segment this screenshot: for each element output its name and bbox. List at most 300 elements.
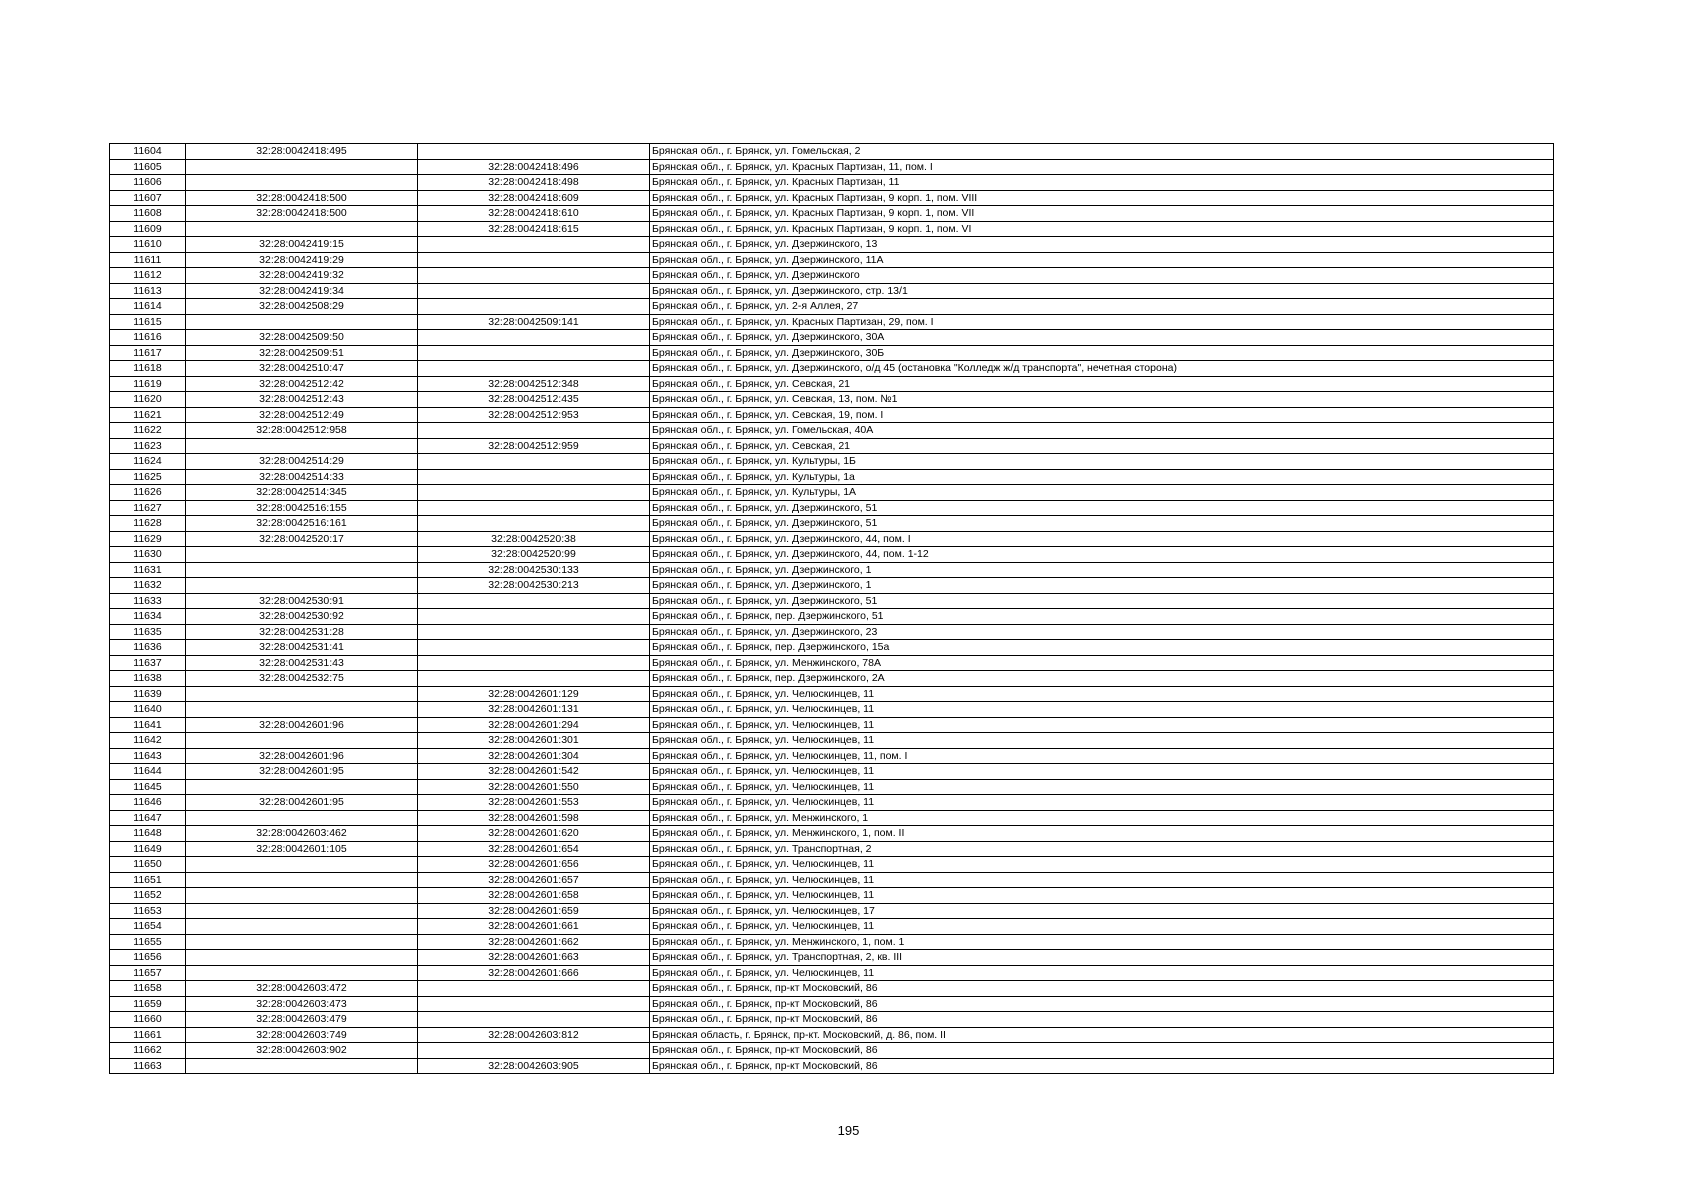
building-cadastral-number-cell: 32:28:0042601:550	[418, 779, 650, 795]
table-row	[110, 841, 1554, 857]
land-cadastral-number-cell: 32:28:0042603:479	[186, 1012, 418, 1028]
address-cell: Брянская обл., г. Брянск, ул. Менжинского, 78А	[650, 655, 1554, 671]
land-cadastral-number-cell: 32:28:0042418:500	[186, 206, 418, 222]
table-row	[110, 283, 1554, 299]
land-cadastral-number-cell	[186, 733, 418, 749]
table-row	[110, 655, 1554, 671]
table-row	[110, 702, 1554, 718]
building-cadastral-number-cell: 32:28:0042418:496	[418, 159, 650, 175]
land-cadastral-number-cell	[186, 950, 418, 966]
row-number-cell: 11660	[110, 1012, 186, 1028]
land-cadastral-number-cell	[186, 903, 418, 919]
page-number: 195	[837, 1123, 860, 1138]
land-cadastral-number-cell: 32:28:0042601:96	[186, 717, 418, 733]
address-cell: Брянская обл., г. Брянск, ул. Транспортная, 2	[650, 841, 1554, 857]
row-number-cell: 11634	[110, 609, 186, 625]
land-cadastral-number-cell: 32:28:0042516:155	[186, 500, 418, 516]
building-cadastral-number-cell: 32:28:0042418:609	[418, 190, 650, 206]
table-row	[110, 795, 1554, 811]
building-cadastral-number-cell: 32:28:0042418:610	[418, 206, 650, 222]
table-row	[110, 578, 1554, 594]
address-cell: Брянская обл., г. Брянск, ул. Челюскинцев, 11	[650, 795, 1554, 811]
table-row	[110, 981, 1554, 997]
table-row	[110, 299, 1554, 315]
row-number-cell: 11610	[110, 237, 186, 253]
row-number-cell: 11655	[110, 934, 186, 950]
land-cadastral-number-cell	[186, 810, 418, 826]
row-number-cell: 11659	[110, 996, 186, 1012]
table-row	[110, 237, 1554, 253]
building-cadastral-number-cell	[418, 1043, 650, 1059]
address-cell: Брянская обл., г. Брянск, ул. Челюскинцев, 11	[650, 733, 1554, 749]
address-cell: Брянская обл., г. Брянск, пер. Дзержинского, 2А	[650, 671, 1554, 687]
address-cell: Брянская обл., г. Брянск, ул. Дзержинского, 51	[650, 593, 1554, 609]
table-row	[110, 671, 1554, 687]
row-number-cell: 11630	[110, 547, 186, 563]
address-cell: Брянская обл., г. Брянск, ул. Дзержинского, 51	[650, 516, 1554, 532]
address-cell: Брянская обл., г. Брянск, ул. Челюскинцев, 11	[650, 857, 1554, 873]
table-row	[110, 996, 1554, 1012]
land-cadastral-number-cell: 32:28:0042510:47	[186, 361, 418, 377]
address-cell: Брянская обл., г. Брянск, ул. Красных Партизан, 11	[650, 175, 1554, 191]
table-row	[110, 857, 1554, 873]
row-number-cell: 11642	[110, 733, 186, 749]
land-cadastral-number-cell	[186, 438, 418, 454]
land-cadastral-number-cell	[186, 562, 418, 578]
table-row	[110, 190, 1554, 206]
building-cadastral-number-cell: 32:28:0042512:953	[418, 407, 650, 423]
building-cadastral-number-cell: 32:28:0042601:304	[418, 748, 650, 764]
building-cadastral-number-cell: 32:28:0042520:38	[418, 531, 650, 547]
building-cadastral-number-cell: 32:28:0042601:659	[418, 903, 650, 919]
land-cadastral-number-cell: 32:28:0042516:161	[186, 516, 418, 532]
building-cadastral-number-cell	[418, 981, 650, 997]
land-cadastral-number-cell: 32:28:0042512:42	[186, 376, 418, 392]
address-cell: Брянская обл., г. Брянск, ул. Дзержинского, о/д 45 (остановка "Колледж ж/д транспорта", нечетная сторона)	[650, 361, 1554, 377]
table-row	[110, 888, 1554, 904]
row-number-cell: 11606	[110, 175, 186, 191]
building-cadastral-number-cell: 32:28:0042601:301	[418, 733, 650, 749]
row-number-cell: 11654	[110, 919, 186, 935]
table-row	[110, 872, 1554, 888]
row-number-cell: 11632	[110, 578, 186, 594]
building-cadastral-number-cell	[418, 345, 650, 361]
land-cadastral-number-cell: 32:28:0042419:29	[186, 252, 418, 268]
row-number-cell: 11637	[110, 655, 186, 671]
address-cell: Брянская обл., г. Брянск, ул. Челюскинцев, 11, пом. I	[650, 748, 1554, 764]
address-cell: Брянская обл., г. Брянск, ул. Севская, 13, пом. №1	[650, 392, 1554, 408]
row-number-cell: 11631	[110, 562, 186, 578]
table-row	[110, 330, 1554, 346]
table-row	[110, 361, 1554, 377]
building-cadastral-number-cell: 32:28:0042601:658	[418, 888, 650, 904]
row-number-cell: 11653	[110, 903, 186, 919]
land-cadastral-number-cell	[186, 578, 418, 594]
table-row	[110, 407, 1554, 423]
table-row	[110, 779, 1554, 795]
row-number-cell: 11643	[110, 748, 186, 764]
row-number-cell: 11639	[110, 686, 186, 702]
building-cadastral-number-cell	[418, 252, 650, 268]
row-number-cell: 11623	[110, 438, 186, 454]
address-cell: Брянская обл., г. Брянск, ул. Дзержинского, 51	[650, 500, 1554, 516]
row-number-cell: 11605	[110, 159, 186, 175]
land-cadastral-number-cell: 32:28:0042512:958	[186, 423, 418, 439]
land-cadastral-number-cell: 32:28:0042514:345	[186, 485, 418, 501]
land-cadastral-number-cell: 32:28:0042509:50	[186, 330, 418, 346]
table-row	[110, 764, 1554, 780]
land-cadastral-number-cell: 32:28:0042531:43	[186, 655, 418, 671]
land-cadastral-number-cell	[186, 547, 418, 563]
address-cell: Брянская обл., г. Брянск, ул. Челюскинцев, 11	[650, 888, 1554, 904]
land-cadastral-number-cell: 32:28:0042601:105	[186, 841, 418, 857]
table-row	[110, 144, 1554, 160]
building-cadastral-number-cell	[418, 283, 650, 299]
row-number-cell: 11614	[110, 299, 186, 315]
building-cadastral-number-cell: 32:28:0042512:435	[418, 392, 650, 408]
row-number-cell: 11633	[110, 593, 186, 609]
table-row	[110, 934, 1554, 950]
building-cadastral-number-cell: 32:28:0042601:294	[418, 717, 650, 733]
table-row	[110, 376, 1554, 392]
row-number-cell: 11661	[110, 1027, 186, 1043]
building-cadastral-number-cell: 32:28:0042603:812	[418, 1027, 650, 1043]
land-cadastral-number-cell	[186, 686, 418, 702]
land-cadastral-number-cell: 32:28:0042530:92	[186, 609, 418, 625]
land-cadastral-number-cell: 32:28:0042418:500	[186, 190, 418, 206]
building-cadastral-number-cell: 32:28:0042601:662	[418, 934, 650, 950]
row-number-cell: 11652	[110, 888, 186, 904]
row-number-cell: 11627	[110, 500, 186, 516]
address-cell: Брянская обл., г. Брянск, ул. Культуры, 1а	[650, 469, 1554, 485]
address-cell: Брянская обл., г. Брянск, ул. Культуры, 1А	[650, 485, 1554, 501]
row-number-cell: 11626	[110, 485, 186, 501]
land-cadastral-number-cell: 32:28:0042601:96	[186, 748, 418, 764]
row-number-cell: 11651	[110, 872, 186, 888]
land-cadastral-number-cell: 32:28:0042512:49	[186, 407, 418, 423]
table-row	[110, 221, 1554, 237]
address-cell: Брянская обл., г. Брянск, ул. Дзержинского, 44, пом. I	[650, 531, 1554, 547]
land-cadastral-number-cell	[186, 702, 418, 718]
land-cadastral-number-cell: 32:28:0042603:749	[186, 1027, 418, 1043]
address-cell: Брянская обл., г. Брянск, ул. Менжинского, 1, пом. 1	[650, 934, 1554, 950]
land-cadastral-number-cell: 32:28:0042512:43	[186, 392, 418, 408]
land-cadastral-number-cell: 32:28:0042520:17	[186, 531, 418, 547]
address-cell: Брянская обл., г. Брянск, пр-кт Московский, 86	[650, 996, 1554, 1012]
address-cell: Брянская обл., г. Брянск, ул. Дзержинского, 11А	[650, 252, 1554, 268]
row-number-cell: 11648	[110, 826, 186, 842]
building-cadastral-number-cell: 32:28:0042601:131	[418, 702, 650, 718]
row-number-cell: 11641	[110, 717, 186, 733]
address-cell: Брянская обл., г. Брянск, ул. Красных Партизан, 29, пом. I	[650, 314, 1554, 330]
address-cell: Брянская обл., г. Брянск, ул. Дзержинского, 30Б	[650, 345, 1554, 361]
building-cadastral-number-cell	[418, 1012, 650, 1028]
table-row	[110, 593, 1554, 609]
row-number-cell: 11607	[110, 190, 186, 206]
building-cadastral-number-cell	[418, 996, 650, 1012]
row-number-cell: 11629	[110, 531, 186, 547]
table-row	[110, 609, 1554, 625]
address-cell: Брянская обл., г. Брянск, ул. Красных Партизан, 9 корп. 1, пом. VIII	[650, 190, 1554, 206]
address-cell: Брянская обл., г. Брянск, ул. Красных Партизан, 9 корп. 1, пом. VII	[650, 206, 1554, 222]
table-row	[110, 454, 1554, 470]
address-cell: Брянская обл., г. Брянск, ул. Челюскинцев, 17	[650, 903, 1554, 919]
address-cell: Брянская обл., г. Брянск, ул. Челюскинцев, 11	[650, 872, 1554, 888]
building-cadastral-number-cell	[418, 237, 650, 253]
table-row	[110, 159, 1554, 175]
row-number-cell: 11656	[110, 950, 186, 966]
table-row	[110, 1027, 1554, 1043]
building-cadastral-number-cell: 32:28:0042601:663	[418, 950, 650, 966]
address-cell: Брянская обл., г. Брянск, ул. Дзержинского, 30А	[650, 330, 1554, 346]
building-cadastral-number-cell: 32:28:0042512:959	[418, 438, 650, 454]
table-row	[110, 252, 1554, 268]
table-row	[110, 268, 1554, 284]
address-cell: Брянская обл., г. Брянск, ул. Гомельская, 40А	[650, 423, 1554, 439]
address-cell: Брянская обл., г. Брянск, ул. Севская, 19, пом. I	[650, 407, 1554, 423]
address-cell: Брянская обл., г. Брянск, ул. Дзержинского, 1	[650, 578, 1554, 594]
row-number-cell: 11615	[110, 314, 186, 330]
building-cadastral-number-cell	[418, 485, 650, 501]
building-cadastral-number-cell	[418, 361, 650, 377]
address-cell: Брянская обл., г. Брянск, пр-кт Московский, 86	[650, 1043, 1554, 1059]
address-cell: Брянская обл., г. Брянск, ул. Менжинского, 1	[650, 810, 1554, 826]
land-cadastral-number-cell	[186, 857, 418, 873]
table-row	[110, 531, 1554, 547]
table-row	[110, 392, 1554, 408]
table-row	[110, 1058, 1554, 1074]
row-number-cell: 11662	[110, 1043, 186, 1059]
table-row	[110, 500, 1554, 516]
row-number-cell: 11613	[110, 283, 186, 299]
table-row	[110, 438, 1554, 454]
land-cadastral-number-cell: 32:28:0042419:32	[186, 268, 418, 284]
table-row	[110, 965, 1554, 981]
land-cadastral-number-cell	[186, 872, 418, 888]
row-number-cell: 11646	[110, 795, 186, 811]
building-cadastral-number-cell: 32:28:0042601:666	[418, 965, 650, 981]
table-row	[110, 717, 1554, 733]
address-cell: Брянская обл., г. Брянск, ул. Дзержинского, 1	[650, 562, 1554, 578]
registry-table	[109, 143, 1554, 1074]
building-cadastral-number-cell	[418, 330, 650, 346]
row-number-cell: 11622	[110, 423, 186, 439]
row-number-cell: 11624	[110, 454, 186, 470]
row-number-cell: 11617	[110, 345, 186, 361]
land-cadastral-number-cell	[186, 888, 418, 904]
building-cadastral-number-cell	[418, 299, 650, 315]
row-number-cell: 11619	[110, 376, 186, 392]
land-cadastral-number-cell: 32:28:0042532:75	[186, 671, 418, 687]
row-number-cell: 11635	[110, 624, 186, 640]
table-row	[110, 950, 1554, 966]
building-cadastral-number-cell	[418, 516, 650, 532]
land-cadastral-number-cell: 32:28:0042603:902	[186, 1043, 418, 1059]
row-number-cell: 11625	[110, 469, 186, 485]
address-cell: Брянская обл., г. Брянск, ул. Гомельская, 2	[650, 144, 1554, 160]
table-row	[110, 423, 1554, 439]
row-number-cell: 11663	[110, 1058, 186, 1074]
table-row	[110, 810, 1554, 826]
building-cadastral-number-cell: 32:28:0042601:620	[418, 826, 650, 842]
building-cadastral-number-cell: 32:28:0042603:905	[418, 1058, 650, 1074]
building-cadastral-number-cell: 32:28:0042601:129	[418, 686, 650, 702]
building-cadastral-number-cell: 32:28:0042601:553	[418, 795, 650, 811]
building-cadastral-number-cell	[418, 609, 650, 625]
table-row	[110, 624, 1554, 640]
table-row	[110, 640, 1554, 656]
row-number-cell: 11628	[110, 516, 186, 532]
land-cadastral-number-cell	[186, 965, 418, 981]
row-number-cell: 11640	[110, 702, 186, 718]
land-cadastral-number-cell: 32:28:0042603:473	[186, 996, 418, 1012]
building-cadastral-number-cell	[418, 640, 650, 656]
building-cadastral-number-cell: 32:28:0042530:213	[418, 578, 650, 594]
address-cell: Брянская область, г. Брянск, пр-кт. Московский, д. 86, пом. II	[650, 1027, 1554, 1043]
table-row	[110, 733, 1554, 749]
address-cell: Брянская обл., г. Брянск, ул. Севская, 21	[650, 376, 1554, 392]
building-cadastral-number-cell: 32:28:0042601:654	[418, 841, 650, 857]
address-cell: Брянская обл., г. Брянск, ул. Челюскинцев, 11	[650, 919, 1554, 935]
address-cell: Брянская обл., г. Брянск, ул. Челюскинцев, 11	[650, 779, 1554, 795]
table-row	[110, 903, 1554, 919]
row-number-cell: 11611	[110, 252, 186, 268]
building-cadastral-number-cell: 32:28:0042509:141	[418, 314, 650, 330]
table-row	[110, 345, 1554, 361]
row-number-cell: 11644	[110, 764, 186, 780]
address-cell: Брянская обл., г. Брянск, ул. 2-я Аллея, 27	[650, 299, 1554, 315]
land-cadastral-number-cell: 32:28:0042509:51	[186, 345, 418, 361]
row-number-cell: 11638	[110, 671, 186, 687]
building-cadastral-number-cell: 32:28:0042601:542	[418, 764, 650, 780]
building-cadastral-number-cell	[418, 423, 650, 439]
building-cadastral-number-cell	[418, 454, 650, 470]
land-cadastral-number-cell	[186, 221, 418, 237]
land-cadastral-number-cell	[186, 159, 418, 175]
address-cell: Брянская обл., г. Брянск, ул. Дзержинского, 44, пом. 1-12	[650, 547, 1554, 563]
row-number-cell: 11604	[110, 144, 186, 160]
table-row	[110, 175, 1554, 191]
address-cell: Брянская обл., г. Брянск, ул. Челюскинцев, 11	[650, 717, 1554, 733]
land-cadastral-number-cell: 32:28:0042603:462	[186, 826, 418, 842]
building-cadastral-number-cell: 32:28:0042512:348	[418, 376, 650, 392]
address-cell: Брянская обл., г. Брянск, ул. Дзержинского, 13	[650, 237, 1554, 253]
address-cell: Брянская обл., г. Брянск, ул. Транспортная, 2, кв. III	[650, 950, 1554, 966]
land-cadastral-number-cell	[186, 314, 418, 330]
building-cadastral-number-cell: 32:28:0042530:133	[418, 562, 650, 578]
land-cadastral-number-cell	[186, 779, 418, 795]
row-number-cell: 11658	[110, 981, 186, 997]
building-cadastral-number-cell: 32:28:0042418:498	[418, 175, 650, 191]
land-cadastral-number-cell: 32:28:0042419:34	[186, 283, 418, 299]
table-row	[110, 1043, 1554, 1059]
address-cell: Брянская обл., г. Брянск, ул. Челюскинцев, 11	[650, 702, 1554, 718]
building-cadastral-number-cell	[418, 268, 650, 284]
land-cadastral-number-cell: 32:28:0042508:29	[186, 299, 418, 315]
land-cadastral-number-cell: 32:28:0042418:495	[186, 144, 418, 160]
building-cadastral-number-cell: 32:28:0042601:598	[418, 810, 650, 826]
building-cadastral-number-cell: 32:28:0042418:615	[418, 221, 650, 237]
row-number-cell: 11620	[110, 392, 186, 408]
table-row	[110, 1012, 1554, 1028]
row-number-cell: 11609	[110, 221, 186, 237]
row-number-cell: 11657	[110, 965, 186, 981]
row-number-cell: 11618	[110, 361, 186, 377]
building-cadastral-number-cell	[418, 469, 650, 485]
land-cadastral-number-cell: 32:28:0042601:95	[186, 795, 418, 811]
address-cell: Брянская обл., г. Брянск, ул. Челюскинцев, 11	[650, 686, 1554, 702]
land-cadastral-number-cell	[186, 919, 418, 935]
land-cadastral-number-cell: 32:28:0042603:472	[186, 981, 418, 997]
land-cadastral-number-cell: 32:28:0042514:29	[186, 454, 418, 470]
table-row	[110, 485, 1554, 501]
table-row	[110, 206, 1554, 222]
table-row	[110, 686, 1554, 702]
address-cell: Брянская обл., г. Брянск, ул. Челюскинцев, 11	[650, 764, 1554, 780]
address-cell: Брянская обл., г. Брянск, ул. Дзержинского	[650, 268, 1554, 284]
table-row	[110, 547, 1554, 563]
registry-table-body	[110, 144, 1554, 1074]
table-row	[110, 562, 1554, 578]
building-cadastral-number-cell	[418, 655, 650, 671]
table-row	[110, 469, 1554, 485]
table-row	[110, 748, 1554, 764]
building-cadastral-number-cell	[418, 624, 650, 640]
land-cadastral-number-cell	[186, 1058, 418, 1074]
address-cell: Брянская обл., г. Брянск, ул. Красных Партизан, 11, пом. I	[650, 159, 1554, 175]
building-cadastral-number-cell: 32:28:0042601:661	[418, 919, 650, 935]
table-row	[110, 314, 1554, 330]
address-cell: Брянская обл., г. Брянск, пер. Дзержинского, 51	[650, 609, 1554, 625]
row-number-cell: 11621	[110, 407, 186, 423]
address-cell: Брянская обл., г. Брянск, пер. Дзержинского, 15а	[650, 640, 1554, 656]
address-cell: Брянская обл., г. Брянск, ул. Менжинского, 1, пом. II	[650, 826, 1554, 842]
address-cell: Брянская обл., г. Брянск, ул. Севская, 21	[650, 438, 1554, 454]
building-cadastral-number-cell: 32:28:0042601:656	[418, 857, 650, 873]
land-cadastral-number-cell: 32:28:0042530:91	[186, 593, 418, 609]
row-number-cell: 11636	[110, 640, 186, 656]
address-cell: Брянская обл., г. Брянск, ул. Культуры, 1Б	[650, 454, 1554, 470]
address-cell: Брянская обл., г. Брянск, ул. Красных Партизан, 9 корп. 1, пом. VI	[650, 221, 1554, 237]
land-cadastral-number-cell: 32:28:0042419:15	[186, 237, 418, 253]
land-cadastral-number-cell: 32:28:0042531:28	[186, 624, 418, 640]
address-cell: Брянская обл., г. Брянск, пр-кт Московский, 86	[650, 1058, 1554, 1074]
building-cadastral-number-cell	[418, 500, 650, 516]
address-cell: Брянская обл., г. Брянск, ул. Челюскинцев, 11	[650, 965, 1554, 981]
row-number-cell: 11645	[110, 779, 186, 795]
address-cell: Брянская обл., г. Брянск, ул. Дзержинского, 23	[650, 624, 1554, 640]
building-cadastral-number-cell	[418, 144, 650, 160]
address-cell: Брянская обл., г. Брянск, ул. Дзержинского, стр. 13/1	[650, 283, 1554, 299]
address-cell: Брянская обл., г. Брянск, пр-кт Московский, 86	[650, 1012, 1554, 1028]
building-cadastral-number-cell: 32:28:0042520:99	[418, 547, 650, 563]
building-cadastral-number-cell	[418, 593, 650, 609]
row-number-cell: 11647	[110, 810, 186, 826]
land-cadastral-number-cell	[186, 934, 418, 950]
table-row	[110, 826, 1554, 842]
table-row	[110, 516, 1554, 532]
address-cell: Брянская обл., г. Брянск, пр-кт Московский, 86	[650, 981, 1554, 997]
row-number-cell: 11650	[110, 857, 186, 873]
building-cadastral-number-cell: 32:28:0042601:657	[418, 872, 650, 888]
land-cadastral-number-cell: 32:28:0042531:41	[186, 640, 418, 656]
land-cadastral-number-cell: 32:28:0042514:33	[186, 469, 418, 485]
table-row	[110, 919, 1554, 935]
land-cadastral-number-cell: 32:28:0042601:95	[186, 764, 418, 780]
land-cadastral-number-cell	[186, 175, 418, 191]
row-number-cell: 11649	[110, 841, 186, 857]
row-number-cell: 11612	[110, 268, 186, 284]
